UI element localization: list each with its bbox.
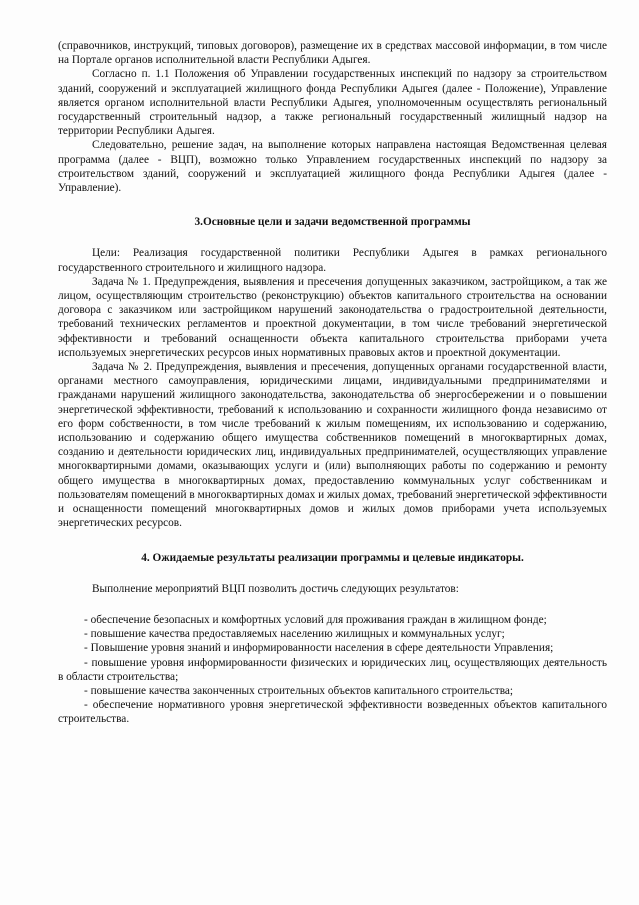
spacer bbox=[58, 565, 607, 582]
spacer bbox=[58, 229, 607, 246]
section-3-heading: 3.Основные цели и задачи ведомственной программы bbox=[194, 216, 471, 229]
section-4-heading: 4. Ожидаемые результаты реализации программы и целевые индикаторы. bbox=[141, 551, 524, 564]
task-1-paragraph: Задача № 1. Предупреждения, выявления и пресечения допущенных заказчиком, застройщиком, а так же лицом, осуществляющим строительство (реконструкцию) объектов капитального строительства на основании договора с заказчиком или застройщиком нарушений законодательства о градостроительной деятельности, требований технических регламентов и проектной документации, в том числе требований энергетической эффективности и требований оснащенности объекта капитального строительства приборами учета используемых энергетических ресурсов иных нормативных правовых актов и проектной документации. bbox=[58, 275, 607, 359]
result-item-6: - обеспечение нормативного уровня энергетической эффективности возведенных объектов капитального строительства. bbox=[58, 699, 607, 726]
result-item-1: - обеспечение безопасных и комфортных условий для проживания граждан в жилищном фонде; bbox=[84, 613, 547, 626]
document-body bbox=[58, 39, 607, 727]
intro-paragraph-1: (справочников, инструкций, типовых договоров), размещение их в средствах массовой информации, в том числе на Портале органов исполнительной власти Республики Адыгея. bbox=[58, 40, 607, 67]
intro-paragraph-2: Согласно п. 1.1 Положения об Управлении государственных инспекций по надзору за строительством зданий, сооружений и эксплуатацией жилищного фонда Республики Адыгея (далее - Положение), Управление является органом исполнительной власти Республики Адыгея, уполномоченным осуществлять региональный государственный строительный надзор, а также региональный государственный жилищный надзор на территории Республики Адыгея. bbox=[58, 68, 607, 138]
result-item-4: - повышение уровня информированности физических и юридических лиц, осуществляющих деятельность в области строительства; bbox=[58, 656, 607, 683]
spacer bbox=[58, 596, 607, 613]
result-item-2: - повышение качества предоставляемых населению жилищных и коммунальных услуг; bbox=[84, 628, 505, 641]
intro-paragraph-3: Следовательно, решение задач, на выполнение которых направлена настоящая Ведомственная целевая программа (далее - ВЦП), возможно только Управлением государственных инспекций по надзору за строительством зданий, сооружений и эксплуатацией жилищного фонда Республики Адыгея (далее - Управление). bbox=[58, 139, 607, 195]
spacer bbox=[58, 531, 607, 551]
results-lead-paragraph: Выполнение мероприятий ВЦП позволить достичь следующих результатов: bbox=[92, 582, 459, 595]
goals-paragraph: Цели: Реализация государственной политики Республики Адыгея в рамках регионального государственного строительного и жилищного надзора. bbox=[58, 247, 607, 274]
spacer bbox=[58, 195, 607, 215]
task-2-paragraph: Задача № 2. Предупреждения, выявления и пресечения, допущенных органами государственной власти, органами местного самоуправления, юридическими лицами, индивидуальными предпринимателями и гражданами нарушений жилищного законодательства, законодательства об энергосбережении и о повышении энергетической эффективности, требований к использованию и сохранности жилищного фонда независимо от его форм собственности, в том числе требований к жилым помещениям, их использованию и содержанию, использованию и содержанию общего имущества собственников помещений в многоквартирных домах, созданию и деятельности юридических лиц, индивидуальных предпринимателей, осуществляющих управление многоквартирными домами, оказывающих услуги и (или) выполняющих работы по содержанию и ремонту общего имущества в многоквартирных домах, предоставлению коммунальных услуг собственникам и пользователям помещений в многоквартирных домах и жилых домах, требований энергетической эффективности и оснащенности помещений многоквартирных домов и жилых домов приборами учета используемых энергетических ресурсов. bbox=[58, 361, 607, 530]
result-item-5: - повышение качества законченных строительных объектов капитального строительства; bbox=[84, 684, 514, 697]
result-item-3: - Повышение уровня знаний и информированности населения в сфере деятельности Управления; bbox=[84, 642, 554, 655]
